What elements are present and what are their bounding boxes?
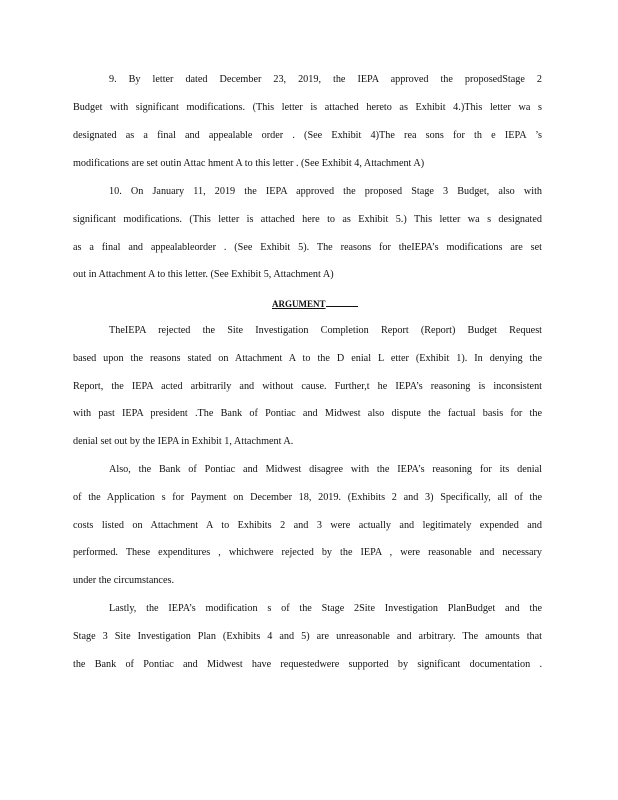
argument-paragraph-2-line-4: performed. These expenditures , whichwere rejected by the IEPA , were reasonable and necessary bbox=[73, 547, 542, 558]
argument-paragraph-3-line-3: the Bank of Pontiac and Midwest have requestedwere supported by significant documentation . bbox=[73, 659, 542, 670]
paragraph-10-line-1: 10. On January 11, 2019 the IEPA approved the proposed Stage 3 Budget, also with bbox=[109, 186, 542, 197]
argument-paragraph-3-line-2: Stage 3 Site Investigation Plan (Exhibits 4 and 5) are unreasonable and arbitrary. The amounts that bbox=[73, 631, 542, 642]
argument-paragraph-2-line-5: under the circumstances. bbox=[73, 575, 174, 586]
paragraph-9-line-2: Budget with significant modifications. (This letter is attached hereto as Exhibit 4.)This letter wa s bbox=[73, 102, 542, 113]
paragraph-10-line-2: significant modifications. (This letter is attached here to as Exhibit 5.) This letter wa s designated bbox=[73, 214, 542, 225]
paragraph-10-line-4: out in Attachment A to this letter. (See Exhibit 5, Attachment A) bbox=[73, 269, 334, 280]
argument-paragraph-1-line-4: with past IEPA president .The Bank of Pontiac and Midwest also dispute the factual basis for the bbox=[73, 408, 542, 419]
heading-text: ARGUMENT bbox=[272, 299, 326, 309]
argument-paragraph-2-line-3: costs listed on Attachment A to Exhibits 2 and 3 were actually and legitimately expended and bbox=[73, 520, 542, 531]
argument-paragraph-1-line-1: TheIEPA rejected the Site Investigation Completion Report (Report) Budget Request bbox=[109, 325, 542, 336]
argument-paragraph-2-line-1: Also, the Bank of Pontiac and Midwest disagree with the IEPA’s reasoning for its denial bbox=[109, 464, 542, 475]
argument-paragraph-1-line-2: based upon the reasons stated on Attachment A to the D enial L etter (Exhibit 1). In denying the bbox=[73, 353, 542, 364]
paragraph-9-line-4: modifications are set outin Attac hment A to this letter . (See Exhibit 4, Attachment A) bbox=[73, 158, 425, 169]
section-heading bbox=[272, 297, 358, 310]
argument-paragraph-3-line-1: Lastly, the IEPA’s modification s of the Stage 2Site Investigation PlanBudget and the bbox=[109, 603, 542, 614]
argument-paragraph-2-line-2: of the Application s for Payment on December 18, 2019. (Exhibits 2 and 3) Specifically, all of the bbox=[73, 492, 542, 503]
argument-paragraph-1-line-5: denial set out by the IEPA in Exhibit 1, Attachment A. bbox=[73, 436, 294, 447]
paragraph-9-line-1: 9. By letter dated December 23, 2019, the IEPA approved the proposedStage 2 bbox=[109, 74, 542, 85]
heading-underline-tail bbox=[326, 297, 358, 307]
paragraph-9-line-3: designated as a final and appealable order . (See Exhibit 4)The rea sons for th e IEPA ’s bbox=[73, 130, 542, 141]
paragraph-10-line-3: as a final and appealableorder . (See Exhibit 5). The reasons for theIEPA’s modifications are set bbox=[73, 242, 542, 253]
argument-paragraph-1-line-3: Report, the IEPA acted arbitrarily and without cause. Further,t he IEPA’s reasoning is inconsistent bbox=[73, 381, 542, 392]
